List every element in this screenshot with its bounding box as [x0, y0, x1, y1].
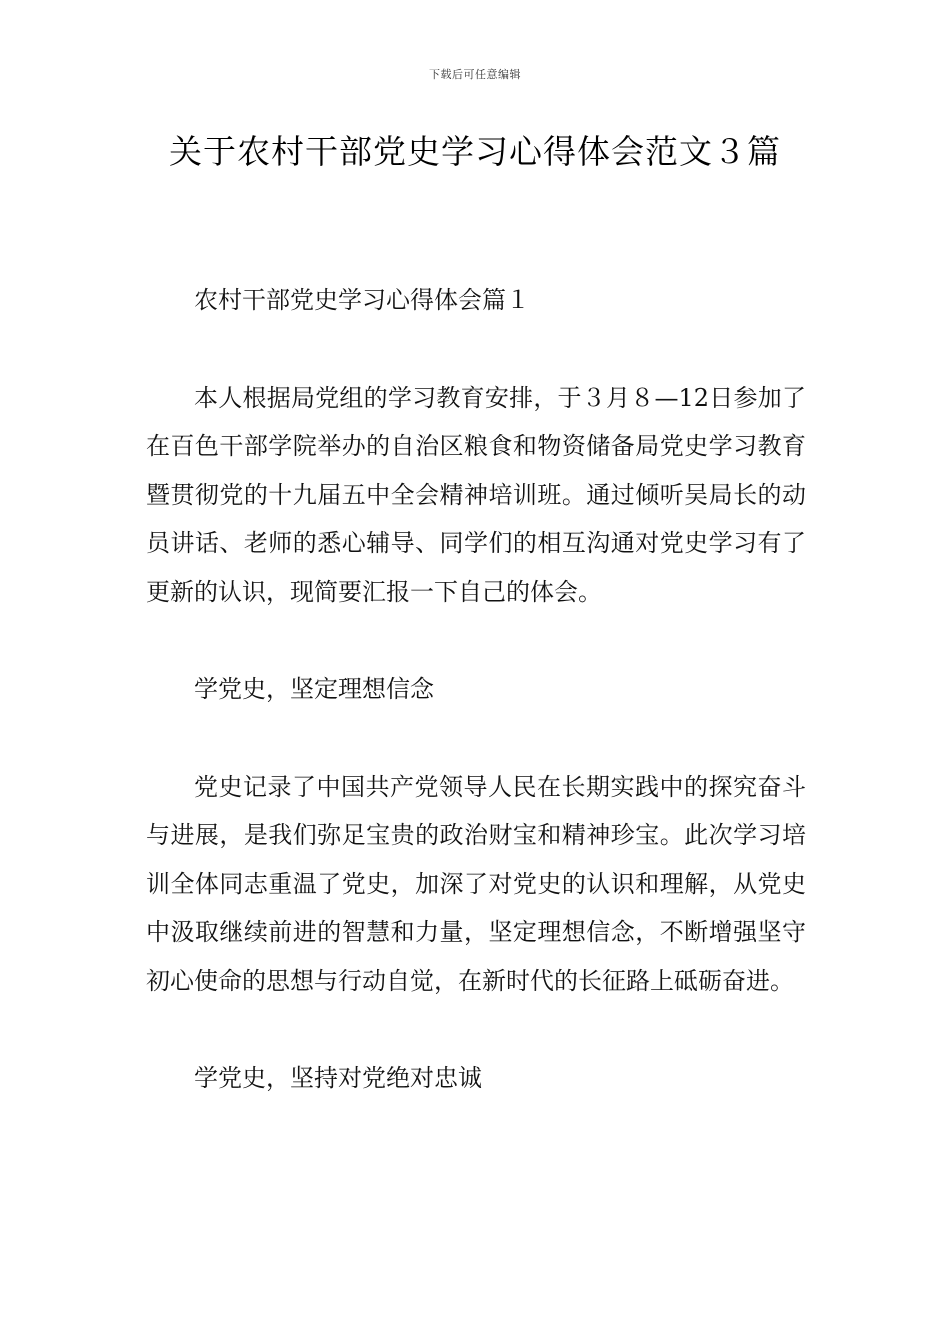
document-body: [146, 276, 806, 1152]
section-heading-2: 学党史，坚定理想信念: [194, 675, 434, 703]
section-heading-3: 学党史，坚持对党绝对忠诚: [194, 1064, 482, 1092]
header-note: 下载后可任意编辑: [429, 68, 521, 81]
body-paragraph-1: 本人根据局党组的学习教育安排，于３月８—12日参加了在百色干部学院举办的自治区粮食和物资储备局党史学习教育暨贯彻党的十九届五中全会精神培训班。通过倾听吴局长的动员讲话、老师的悉心辅导、同学们的相互沟通对党史学习有了更新的认识，现简要汇报一下自己的体会。: [146, 383, 806, 606]
body-paragraph-2: 党史记录了中国共产党领导人民在长期实践中的探究奋斗与进展，是我们弥足宝贵的政治财宝和精神珍宝。此次学习培训全体同志重温了党史，加深了对党史的认识和理解，从党史中汲取继续前进的智慧和力量，坚定理想信念，不断增强坚守初心使命的思想与行动自觉，在新时代的长征路上砥砺奋进。: [146, 772, 806, 995]
document-title: 关于农村干部党史学习心得体会范文３篇: [169, 132, 781, 171]
section-heading-1: 农村干部党史学习心得体会篇１: [194, 286, 530, 314]
